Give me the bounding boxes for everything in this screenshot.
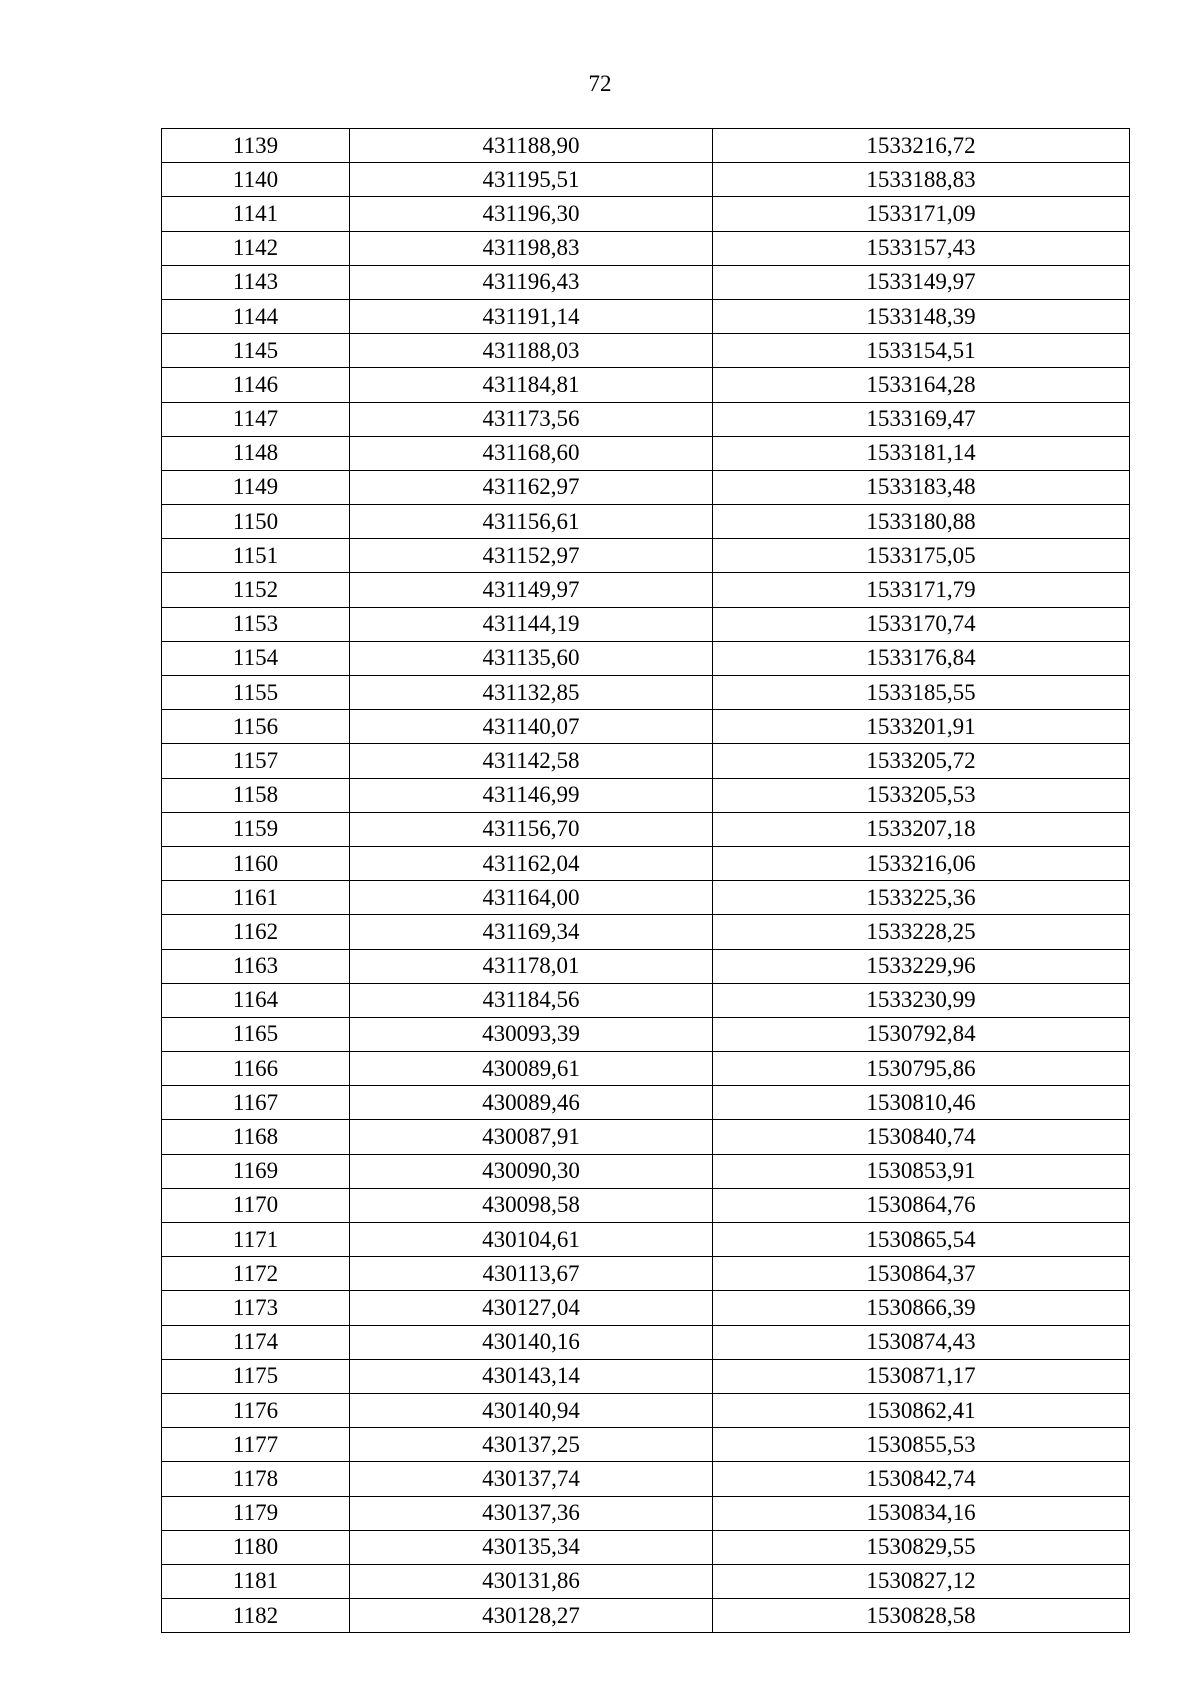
x-coordinate-cell: 430113,67 — [350, 1257, 713, 1291]
table-row — [162, 1325, 1130, 1359]
point-number-cell: 1168 — [162, 1120, 350, 1154]
table-row — [162, 505, 1130, 539]
x-coordinate-cell: 431164,00 — [350, 881, 713, 915]
y-coordinate-cell: 1533229,96 — [713, 949, 1130, 983]
table-row — [162, 129, 1130, 163]
x-coordinate-cell: 431196,30 — [350, 197, 713, 231]
table-row — [162, 231, 1130, 265]
y-coordinate-cell: 1530842,74 — [713, 1462, 1130, 1496]
x-coordinate-cell: 431135,60 — [350, 641, 713, 675]
y-coordinate-cell: 1533175,05 — [713, 539, 1130, 573]
y-coordinate-cell: 1533170,74 — [713, 607, 1130, 641]
table-row — [162, 163, 1130, 197]
point-number-cell: 1178 — [162, 1462, 350, 1496]
point-number-cell: 1177 — [162, 1428, 350, 1462]
point-number-cell: 1165 — [162, 1017, 350, 1051]
y-coordinate-cell: 1530810,46 — [713, 1086, 1130, 1120]
point-number-cell: 1172 — [162, 1257, 350, 1291]
point-number-cell: 1169 — [162, 1154, 350, 1188]
y-coordinate-cell: 1530827,12 — [713, 1564, 1130, 1598]
x-coordinate-cell: 430143,14 — [350, 1359, 713, 1393]
y-coordinate-cell: 1530840,74 — [713, 1120, 1130, 1154]
table-row — [162, 641, 1130, 675]
y-coordinate-cell: 1533149,97 — [713, 265, 1130, 299]
y-coordinate-cell: 1530866,39 — [713, 1291, 1130, 1325]
y-coordinate-cell: 1533157,43 — [713, 231, 1130, 265]
point-number-cell: 1157 — [162, 744, 350, 778]
x-coordinate-cell: 431173,56 — [350, 402, 713, 436]
y-coordinate-cell: 1533180,88 — [713, 505, 1130, 539]
x-coordinate-cell: 431198,83 — [350, 231, 713, 265]
y-coordinate-cell: 1533154,51 — [713, 334, 1130, 368]
x-coordinate-cell: 430137,25 — [350, 1428, 713, 1462]
x-coordinate-cell: 431162,04 — [350, 846, 713, 880]
table-row — [162, 368, 1130, 402]
y-coordinate-cell: 1533188,83 — [713, 163, 1130, 197]
point-number-cell: 1142 — [162, 231, 350, 265]
point-number-cell: 1153 — [162, 607, 350, 641]
table-row — [162, 744, 1130, 778]
x-coordinate-cell: 431156,70 — [350, 812, 713, 846]
table-row — [162, 1257, 1130, 1291]
y-coordinate-cell: 1530853,91 — [713, 1154, 1130, 1188]
point-number-cell: 1181 — [162, 1564, 350, 1598]
table-row — [162, 676, 1130, 710]
table-row — [162, 983, 1130, 1017]
x-coordinate-cell: 431156,61 — [350, 505, 713, 539]
x-coordinate-cell: 430093,39 — [350, 1017, 713, 1051]
table-row — [162, 402, 1130, 436]
point-number-cell: 1179 — [162, 1496, 350, 1530]
y-coordinate-cell: 1533230,99 — [713, 983, 1130, 1017]
table-row — [162, 299, 1130, 333]
point-number-cell: 1145 — [162, 334, 350, 368]
point-number-cell: 1171 — [162, 1223, 350, 1257]
table-row — [162, 1462, 1130, 1496]
point-number-cell: 1166 — [162, 1052, 350, 1086]
x-coordinate-cell: 431152,97 — [350, 539, 713, 573]
x-coordinate-cell: 430131,86 — [350, 1564, 713, 1598]
coordinates-table — [161, 128, 1130, 1633]
point-number-cell: 1144 — [162, 299, 350, 333]
y-coordinate-cell: 1533171,09 — [713, 197, 1130, 231]
x-coordinate-cell: 430127,04 — [350, 1291, 713, 1325]
table-row — [162, 1599, 1130, 1633]
point-number-cell: 1174 — [162, 1325, 350, 1359]
x-coordinate-cell: 431188,90 — [350, 129, 713, 163]
table-row — [162, 778, 1130, 812]
table-row — [162, 607, 1130, 641]
point-number-cell: 1152 — [162, 573, 350, 607]
table-row — [162, 573, 1130, 607]
x-coordinate-cell: 430140,16 — [350, 1325, 713, 1359]
table-row — [162, 915, 1130, 949]
point-number-cell: 1151 — [162, 539, 350, 573]
point-number-cell: 1148 — [162, 436, 350, 470]
point-number-cell: 1161 — [162, 881, 350, 915]
point-number-cell: 1146 — [162, 368, 350, 402]
table-row — [162, 1428, 1130, 1462]
x-coordinate-cell: 431168,60 — [350, 436, 713, 470]
y-coordinate-cell: 1533164,28 — [713, 368, 1130, 402]
point-number-cell: 1164 — [162, 983, 350, 1017]
table-row — [162, 846, 1130, 880]
y-coordinate-cell: 1530864,37 — [713, 1257, 1130, 1291]
table-row — [162, 881, 1130, 915]
y-coordinate-cell: 1530855,53 — [713, 1428, 1130, 1462]
x-coordinate-cell: 431162,97 — [350, 470, 713, 504]
x-coordinate-cell: 430140,94 — [350, 1393, 713, 1427]
y-coordinate-cell: 1530874,43 — [713, 1325, 1130, 1359]
table-row — [162, 710, 1130, 744]
x-coordinate-cell: 431191,14 — [350, 299, 713, 333]
point-number-cell: 1141 — [162, 197, 350, 231]
point-number-cell: 1176 — [162, 1393, 350, 1427]
point-number-cell: 1147 — [162, 402, 350, 436]
coordinates-table-body — [162, 129, 1130, 1633]
table-row — [162, 812, 1130, 846]
x-coordinate-cell: 431132,85 — [350, 676, 713, 710]
y-coordinate-cell: 1533216,06 — [713, 846, 1130, 880]
y-coordinate-cell: 1530792,84 — [713, 1017, 1130, 1051]
table-row — [162, 470, 1130, 504]
y-coordinate-cell: 1533148,39 — [713, 299, 1130, 333]
point-number-cell: 1173 — [162, 1291, 350, 1325]
table-row — [162, 1052, 1130, 1086]
y-coordinate-cell: 1533228,25 — [713, 915, 1130, 949]
x-coordinate-cell: 431142,58 — [350, 744, 713, 778]
y-coordinate-cell: 1533225,36 — [713, 881, 1130, 915]
x-coordinate-cell: 431149,97 — [350, 573, 713, 607]
table-row — [162, 436, 1130, 470]
page-number: 72 — [588, 71, 612, 96]
point-number-cell: 1159 — [162, 812, 350, 846]
point-number-cell: 1175 — [162, 1359, 350, 1393]
point-number-cell: 1180 — [162, 1530, 350, 1564]
y-coordinate-cell: 1533181,14 — [713, 436, 1130, 470]
table-row — [162, 1291, 1130, 1325]
x-coordinate-cell: 430137,36 — [350, 1496, 713, 1530]
y-coordinate-cell: 1533176,84 — [713, 641, 1130, 675]
table-row — [162, 265, 1130, 299]
x-coordinate-cell: 431184,81 — [350, 368, 713, 402]
point-number-cell: 1140 — [162, 163, 350, 197]
y-coordinate-cell: 1530795,86 — [713, 1052, 1130, 1086]
y-coordinate-cell: 1533216,72 — [713, 129, 1130, 163]
y-coordinate-cell: 1533169,47 — [713, 402, 1130, 436]
table-row — [162, 1188, 1130, 1222]
y-coordinate-cell: 1530871,17 — [713, 1359, 1130, 1393]
y-coordinate-cell: 1533207,18 — [713, 812, 1130, 846]
point-number-cell: 1139 — [162, 129, 350, 163]
point-number-cell: 1155 — [162, 676, 350, 710]
x-coordinate-cell: 430137,74 — [350, 1462, 713, 1496]
y-coordinate-cell: 1530829,55 — [713, 1530, 1130, 1564]
point-number-cell: 1163 — [162, 949, 350, 983]
y-coordinate-cell: 1533183,48 — [713, 470, 1130, 504]
table-row — [162, 1393, 1130, 1427]
point-number-cell: 1162 — [162, 915, 350, 949]
table-row — [162, 197, 1130, 231]
y-coordinate-cell: 1530864,76 — [713, 1188, 1130, 1222]
x-coordinate-cell: 430128,27 — [350, 1599, 713, 1633]
x-coordinate-cell: 431195,51 — [350, 163, 713, 197]
y-coordinate-cell: 1530828,58 — [713, 1599, 1130, 1633]
table-row — [162, 1223, 1130, 1257]
table-row — [162, 1086, 1130, 1120]
table-row — [162, 1564, 1130, 1598]
x-coordinate-cell: 430098,58 — [350, 1188, 713, 1222]
x-coordinate-cell: 430089,61 — [350, 1052, 713, 1086]
table-row — [162, 1017, 1130, 1051]
y-coordinate-cell: 1533171,79 — [713, 573, 1130, 607]
y-coordinate-cell: 1530862,41 — [713, 1393, 1130, 1427]
point-number-cell: 1167 — [162, 1086, 350, 1120]
y-coordinate-cell: 1533201,91 — [713, 710, 1130, 744]
y-coordinate-cell: 1533205,53 — [713, 778, 1130, 812]
point-number-cell: 1160 — [162, 846, 350, 880]
x-coordinate-cell: 431178,01 — [350, 949, 713, 983]
y-coordinate-cell: 1533185,55 — [713, 676, 1130, 710]
table-row — [162, 1120, 1130, 1154]
x-coordinate-cell: 431144,19 — [350, 607, 713, 641]
x-coordinate-cell: 431188,03 — [350, 334, 713, 368]
x-coordinate-cell: 430090,30 — [350, 1154, 713, 1188]
point-number-cell: 1149 — [162, 470, 350, 504]
point-number-cell: 1156 — [162, 710, 350, 744]
x-coordinate-cell: 431184,56 — [350, 983, 713, 1017]
point-number-cell: 1154 — [162, 641, 350, 675]
point-number-cell: 1158 — [162, 778, 350, 812]
table-row — [162, 1530, 1130, 1564]
point-number-cell: 1150 — [162, 505, 350, 539]
x-coordinate-cell: 431196,43 — [350, 265, 713, 299]
y-coordinate-cell: 1533205,72 — [713, 744, 1130, 778]
x-coordinate-cell: 430089,46 — [350, 1086, 713, 1120]
x-coordinate-cell: 430135,34 — [350, 1530, 713, 1564]
point-number-cell: 1182 — [162, 1599, 350, 1633]
table-row — [162, 1496, 1130, 1530]
y-coordinate-cell: 1530834,16 — [713, 1496, 1130, 1530]
table-row — [162, 334, 1130, 368]
x-coordinate-cell: 431169,34 — [350, 915, 713, 949]
y-coordinate-cell: 1530865,54 — [713, 1223, 1130, 1257]
x-coordinate-cell: 431140,07 — [350, 710, 713, 744]
point-number-cell: 1170 — [162, 1188, 350, 1222]
x-coordinate-cell: 431146,99 — [350, 778, 713, 812]
table-row — [162, 949, 1130, 983]
table-row — [162, 539, 1130, 573]
point-number-cell: 1143 — [162, 265, 350, 299]
table-row — [162, 1359, 1130, 1393]
x-coordinate-cell: 430087,91 — [350, 1120, 713, 1154]
x-coordinate-cell: 430104,61 — [350, 1223, 713, 1257]
table-row — [162, 1154, 1130, 1188]
